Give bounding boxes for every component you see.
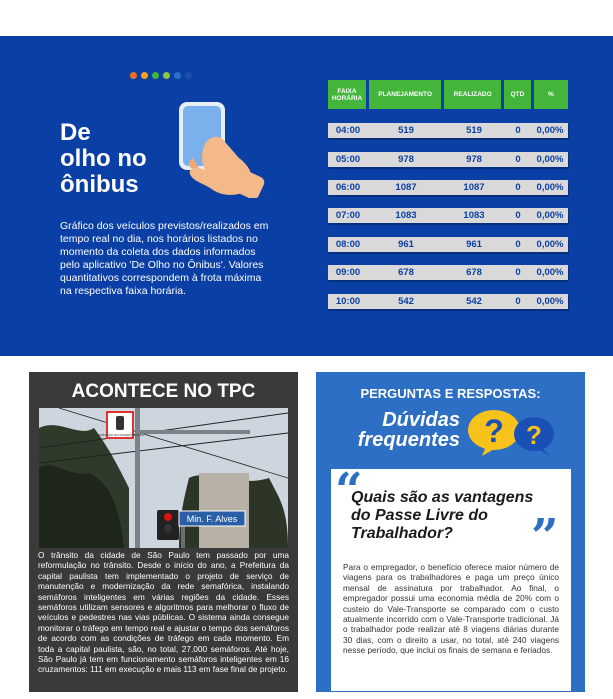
cell: 0: [515, 296, 521, 307]
header-percent: %: [534, 80, 568, 109]
dot: [163, 72, 170, 79]
cell: 978: [466, 154, 482, 165]
dot: [141, 72, 148, 79]
cell: 961: [466, 239, 482, 250]
faq-card: [331, 463, 571, 691]
cell: 0,00%: [536, 125, 564, 136]
cell: 519: [466, 125, 482, 136]
cell: 10:00: [335, 296, 361, 307]
fleet-table: [328, 80, 568, 307]
cell: 961: [398, 239, 414, 250]
faq-panel: [316, 372, 585, 692]
hero-description: Gráfico dos veículos previstos/realizados em tempo real no dia, nos horários listados no momento da coleta dos dados informados pelo aplicativo 'De Olho no Ônibus'. Valores quantitativos correspondem à frota máxima na respectiva faixa horária.: [60, 220, 269, 297]
top-margin: [0, 0, 613, 36]
cell: 1083: [463, 210, 485, 221]
table-row: [328, 123, 568, 138]
cell: 519: [398, 125, 414, 136]
open-quote-icon: “: [335, 463, 363, 519]
table-row: [328, 265, 568, 280]
tpc-article-text: O trânsito da cidade de São Paulo tem passado por uma reformulação no trânsito. Desde o início do ano, a Prefeitura da capital paulista tem implementado o projeto de serviço de manutenção e modernização da rede semafórica, instalando semáforos inteligentes em várias regiões da cidade. Esses semáforos utilizam sensores e algoritmos para melhorar o fluxo de veículos e pedestres nas vias públicas. O sistema ainda consegue monitorar o tráfego em tempo real e ajustar o tempo dos semáforos de acordo com as condições de tráfego em cada momento. Em toda a capital paulista, são, no total, 27.000 semáforos. Até hoje, São Paulo já tem em funcionamento semáforos inteligentes em 16 cruzamentos: 111 em execução e mais 113 em fase final de projeto.: [38, 550, 289, 675]
dot: [130, 72, 137, 79]
cell: 0: [515, 154, 521, 165]
cell: 08:00: [335, 239, 361, 250]
photo-sign-text: SEMÁFORO EM MODERNIZAÇÃO: [96, 433, 144, 437]
faq-subtitle: PERGUNTAS E RESPOSTAS:: [360, 386, 541, 401]
table-row: [328, 237, 568, 252]
cell: 0,00%: [536, 239, 564, 250]
cell: 1083: [395, 210, 417, 221]
faq-title-line: Dúvidas: [382, 409, 460, 431]
tpc-panel: [29, 372, 298, 692]
cell: 978: [398, 154, 414, 165]
color-dots: [130, 72, 192, 79]
dot: [152, 72, 159, 79]
dot: [185, 72, 192, 79]
cell: 05:00: [335, 154, 361, 165]
header-realizado: REALIZADO: [444, 80, 501, 109]
street-sign-text: Min. F. Alves: [186, 514, 238, 524]
cell: 0: [515, 182, 521, 193]
cell: 678: [398, 267, 414, 278]
header-planejamento: PLANEJAMENTO: [369, 80, 441, 109]
cell: 0: [515, 239, 521, 250]
traffic-light-photo: [39, 408, 288, 548]
cell: 542: [398, 296, 414, 307]
table-row: [328, 294, 568, 309]
header-faixa: FAIXA HORÁRIA: [328, 80, 366, 109]
faq-title-line: frequentes: [357, 429, 460, 451]
close-quote-icon: ”: [531, 509, 559, 565]
cell: 0,00%: [536, 267, 564, 278]
table-row: [328, 180, 568, 195]
cell: 1087: [395, 182, 417, 193]
cell: 0: [515, 210, 521, 221]
cell: 04:00: [335, 125, 361, 136]
hero-title-line: De: [60, 119, 91, 146]
faq-title: [342, 410, 460, 450]
cell: 09:00: [335, 267, 361, 278]
svg-text:?: ?: [526, 420, 542, 450]
hand-phone-icon: [165, 98, 265, 198]
cell: 1087: [463, 182, 485, 193]
cell: 0: [515, 125, 521, 136]
faq-answer: Para o empregador, o benefício oferece maior número de viagens para os trabalhadores e paga um preço único mensal de assinatura por trabalhador. Ao final, o empregador possui uma economia média de 20% com o custeio do Vale-Transporte se comparado com o custo atualmente incorrido com o Vale-Transporte tradicional. Já o trabalhador pode realizar até 8 viagens diárias durante 30 dias, com o direito a usar, no total, até 240 viagens nesse período, que inclui os finais de semana e feriados.: [343, 562, 559, 656]
faq-question: Quais são as vantagens do Passe Livre do Trabalhador?: [351, 489, 534, 542]
cell: 0,00%: [536, 154, 564, 165]
traffic-scene-image: [39, 408, 288, 548]
svg-text:?: ?: [484, 413, 504, 449]
cell: 0,00%: [536, 296, 564, 307]
table-row: [328, 152, 568, 167]
cell: 06:00: [335, 182, 361, 193]
dot: [174, 72, 181, 79]
table-header: [328, 80, 568, 109]
cell: 07:00: [335, 210, 361, 221]
cell: 0: [515, 267, 521, 278]
question-bubbles-icon: [466, 408, 561, 458]
cell: 0,00%: [536, 210, 564, 221]
cell: 678: [466, 267, 482, 278]
tpc-title: ACONTECE NO TPC: [71, 381, 256, 402]
header-qtd: QTD: [504, 80, 531, 109]
hero-title-line: ônibus: [60, 171, 139, 198]
cell: 0,00%: [536, 182, 564, 193]
hero-title-line: olho no: [60, 145, 147, 172]
cell: 542: [466, 296, 482, 307]
hero-title: [60, 120, 147, 198]
table-row: [328, 208, 568, 223]
